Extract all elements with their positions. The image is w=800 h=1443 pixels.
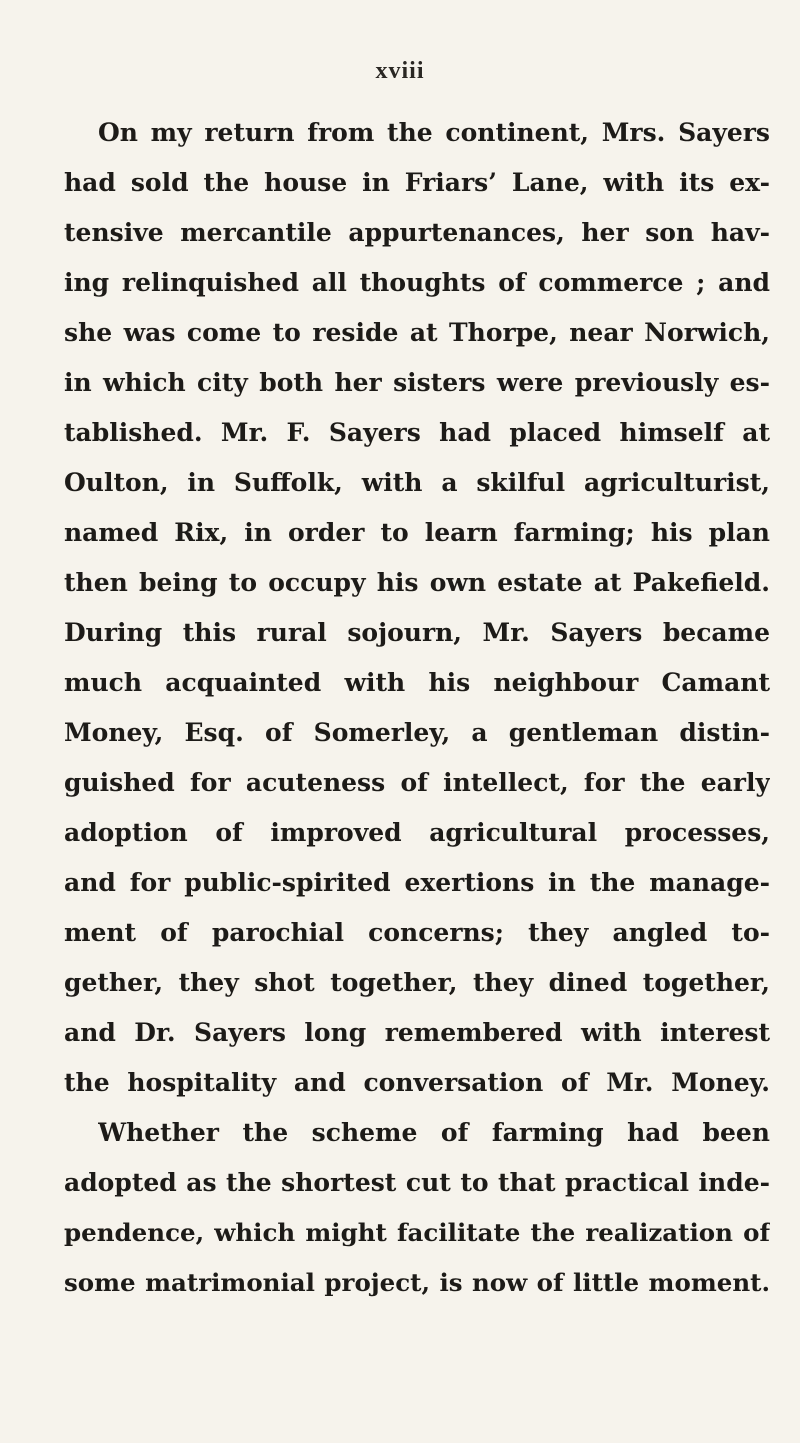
text-line: tablished. Mr. F. Sayers had placed himself at <box>64 418 770 447</box>
page-number: xviii <box>375 58 425 84</box>
text-line: the hospitality and conversation of Mr. Money. <box>64 1068 770 1097</box>
text-line: gether, they shot together, they dined together, <box>64 968 770 997</box>
text-line: some matrimonial project, is now of little moment. <box>64 1268 770 1297</box>
text-line: During this rural sojourn, Mr. Sayers became <box>64 618 770 647</box>
text-line: in which city both her sisters were previously es- <box>64 368 770 397</box>
text-line: much acquainted with his neighbour Camant <box>64 668 770 697</box>
text-line: ing relinquished all thoughts of commerce ; and <box>64 268 770 297</box>
text-line: pendence, which might facilitate the realization of <box>64 1218 770 1247</box>
text-line: Money, Esq. of Somerley, a gentleman distin- <box>64 718 770 747</box>
text-line: Oulton, in Suffolk, with a skilful agriculturist, <box>64 468 770 497</box>
text-line: and Dr. Sayers long remembered with interest <box>64 1018 770 1047</box>
text-line: Whether the scheme of farming had been <box>98 1118 770 1147</box>
text-line: she was come to reside at Thorpe, near Norwich, <box>64 318 770 347</box>
text-line: ment of parochial concerns; they angled to- <box>64 918 770 947</box>
text-line: On my return from the continent, Mrs. Sayers <box>98 118 770 147</box>
text-line: then being to occupy his own estate at Pakefield. <box>64 568 770 597</box>
text-line: adoption of improved agricultural processes, <box>64 818 770 847</box>
text-line: adopted as the shortest cut to that practical inde- <box>64 1168 770 1197</box>
text-line: named Rix, in order to learn farming; his plan <box>64 518 770 547</box>
text-line: and for public-spirited exertions in the manage- <box>64 868 770 897</box>
text-line: guished for acuteness of intellect, for the early <box>64 768 770 797</box>
text-line: tensive mercantile appurtenances, her son hav- <box>64 218 770 247</box>
text-line: had sold the house in Friars’ Lane, with its ex- <box>64 168 770 197</box>
